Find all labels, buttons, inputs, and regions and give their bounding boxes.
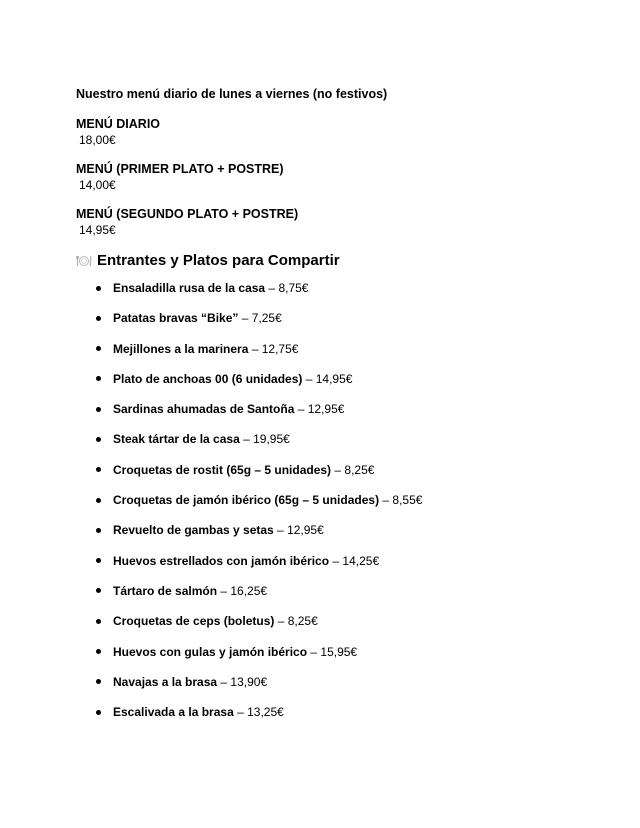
dish-price: 12,95€	[307, 402, 345, 417]
list-item	[76, 341, 596, 357]
price-separator: –	[307, 644, 321, 659]
price-separator: –	[238, 311, 252, 326]
bullet-icon	[96, 558, 101, 563]
dish-name: Huevos estrellados con jamón ibérico	[113, 553, 330, 568]
list-item	[76, 431, 596, 447]
menu-block-diario	[76, 116, 596, 148]
dish-price: 12,75€	[261, 341, 299, 356]
dish-price: 16,25€	[230, 583, 268, 598]
list-item	[76, 553, 596, 569]
bullet-icon	[96, 467, 101, 472]
dish-price: 13,25€	[247, 705, 284, 720]
bullet-icon	[96, 528, 101, 533]
dish-name: Sardinas ahumadas de Santoña	[113, 402, 295, 417]
price-separator: –	[217, 674, 231, 689]
bullet-icon	[96, 346, 101, 351]
menu-block-primer-plato	[76, 161, 596, 193]
section-title-text: Entrantes y Platos para Compartir	[97, 252, 340, 269]
dish-name: Patatas bravas “Bike”	[113, 311, 239, 326]
dish-name: Navajas a la brasa	[113, 674, 218, 689]
list-item	[76, 613, 596, 629]
price-separator: –	[233, 705, 248, 720]
price-separator: –	[239, 432, 254, 447]
dish-price: 14,25€	[342, 553, 380, 568]
dish-price: 8,55€	[392, 493, 423, 508]
bullet-icon	[96, 498, 101, 503]
dish-price: 19,95€	[253, 432, 290, 447]
menu-name: MENÚ (PRIMER PLATO + POSTRE)	[76, 162, 284, 176]
dish-price: 7,25€	[251, 311, 282, 326]
dish-price: 8,75€	[278, 281, 309, 295]
menu-price: 14,95€	[79, 223, 116, 237]
dish-name: Croquetas de ceps (boletus)	[113, 614, 275, 629]
price-separator: –	[217, 583, 231, 598]
menu-block-segundo-plato	[76, 206, 596, 238]
dish-name: Plato de anchoas 00 (6 unidades)	[113, 371, 303, 386]
bullet-icon	[96, 588, 101, 593]
bullet-icon	[96, 286, 101, 291]
price-separator: –	[274, 614, 288, 629]
list-item	[76, 462, 596, 478]
section-title	[76, 251, 596, 271]
dish-name: Revuelto de gambas y setas	[113, 523, 274, 538]
intro-text: Nuestro menú diario de lunes a viernes (no festivos)	[76, 87, 388, 101]
list-item	[76, 492, 596, 508]
dish-name: Steak tártar de la casa	[113, 432, 240, 447]
plate-cutlery-icon	[76, 254, 92, 268]
price-separator: –	[294, 402, 308, 417]
price-separator: –	[379, 493, 393, 508]
dish-list	[76, 280, 596, 720]
dish-price: 15,95€	[320, 644, 358, 659]
menu-document	[76, 86, 596, 734]
list-item	[76, 704, 596, 720]
dish-name: Tártaro de salmón	[113, 583, 218, 598]
dish-price: 8,25€	[344, 462, 375, 477]
list-item	[76, 310, 596, 326]
dish-name: Escalivada a la brasa	[113, 705, 234, 720]
list-item	[76, 371, 596, 387]
list-item	[76, 280, 596, 296]
bullet-icon	[96, 437, 101, 442]
list-item	[76, 522, 596, 538]
price-separator: –	[302, 371, 316, 386]
bullet-icon	[96, 619, 101, 624]
list-item	[76, 583, 596, 599]
price-separator: –	[248, 341, 262, 356]
dish-price: 14,95€	[315, 371, 353, 386]
bullet-icon	[96, 649, 101, 654]
dish-price: 8,25€	[287, 614, 318, 629]
dish-price: 13,90€	[230, 674, 268, 689]
menu-name: MENÚ (SEGUNDO PLATO + POSTRE)	[76, 207, 299, 221]
dish-name: Mejillones a la marinera	[113, 341, 249, 356]
dish-name: Croquetas de rostit (65g – 5 unidades)	[113, 462, 332, 477]
bullet-icon	[96, 376, 101, 381]
price-separator: –	[331, 462, 345, 477]
bullet-icon	[96, 710, 101, 715]
price-separator: –	[273, 523, 288, 538]
menu-price: 14,00€	[79, 178, 116, 192]
bullet-icon	[96, 407, 101, 412]
bullet-icon	[96, 679, 101, 684]
bullet-icon	[96, 316, 101, 321]
menu-name: MENÚ DIARIO	[76, 117, 161, 131]
list-item	[76, 644, 596, 660]
dish-price: 12,95€	[287, 523, 324, 538]
price-separator: –	[265, 281, 279, 295]
dish-name: Huevos con gulas y jamón ibérico	[113, 644, 308, 659]
list-item	[76, 674, 596, 690]
dish-name: Ensaladilla rusa de la casa	[113, 281, 266, 295]
list-item	[76, 401, 596, 417]
dish-name: Croquetas de jamón ibérico (65g – 5 unidades)	[113, 493, 380, 508]
price-separator: –	[329, 553, 343, 568]
menu-price: 18,00€	[79, 133, 116, 147]
